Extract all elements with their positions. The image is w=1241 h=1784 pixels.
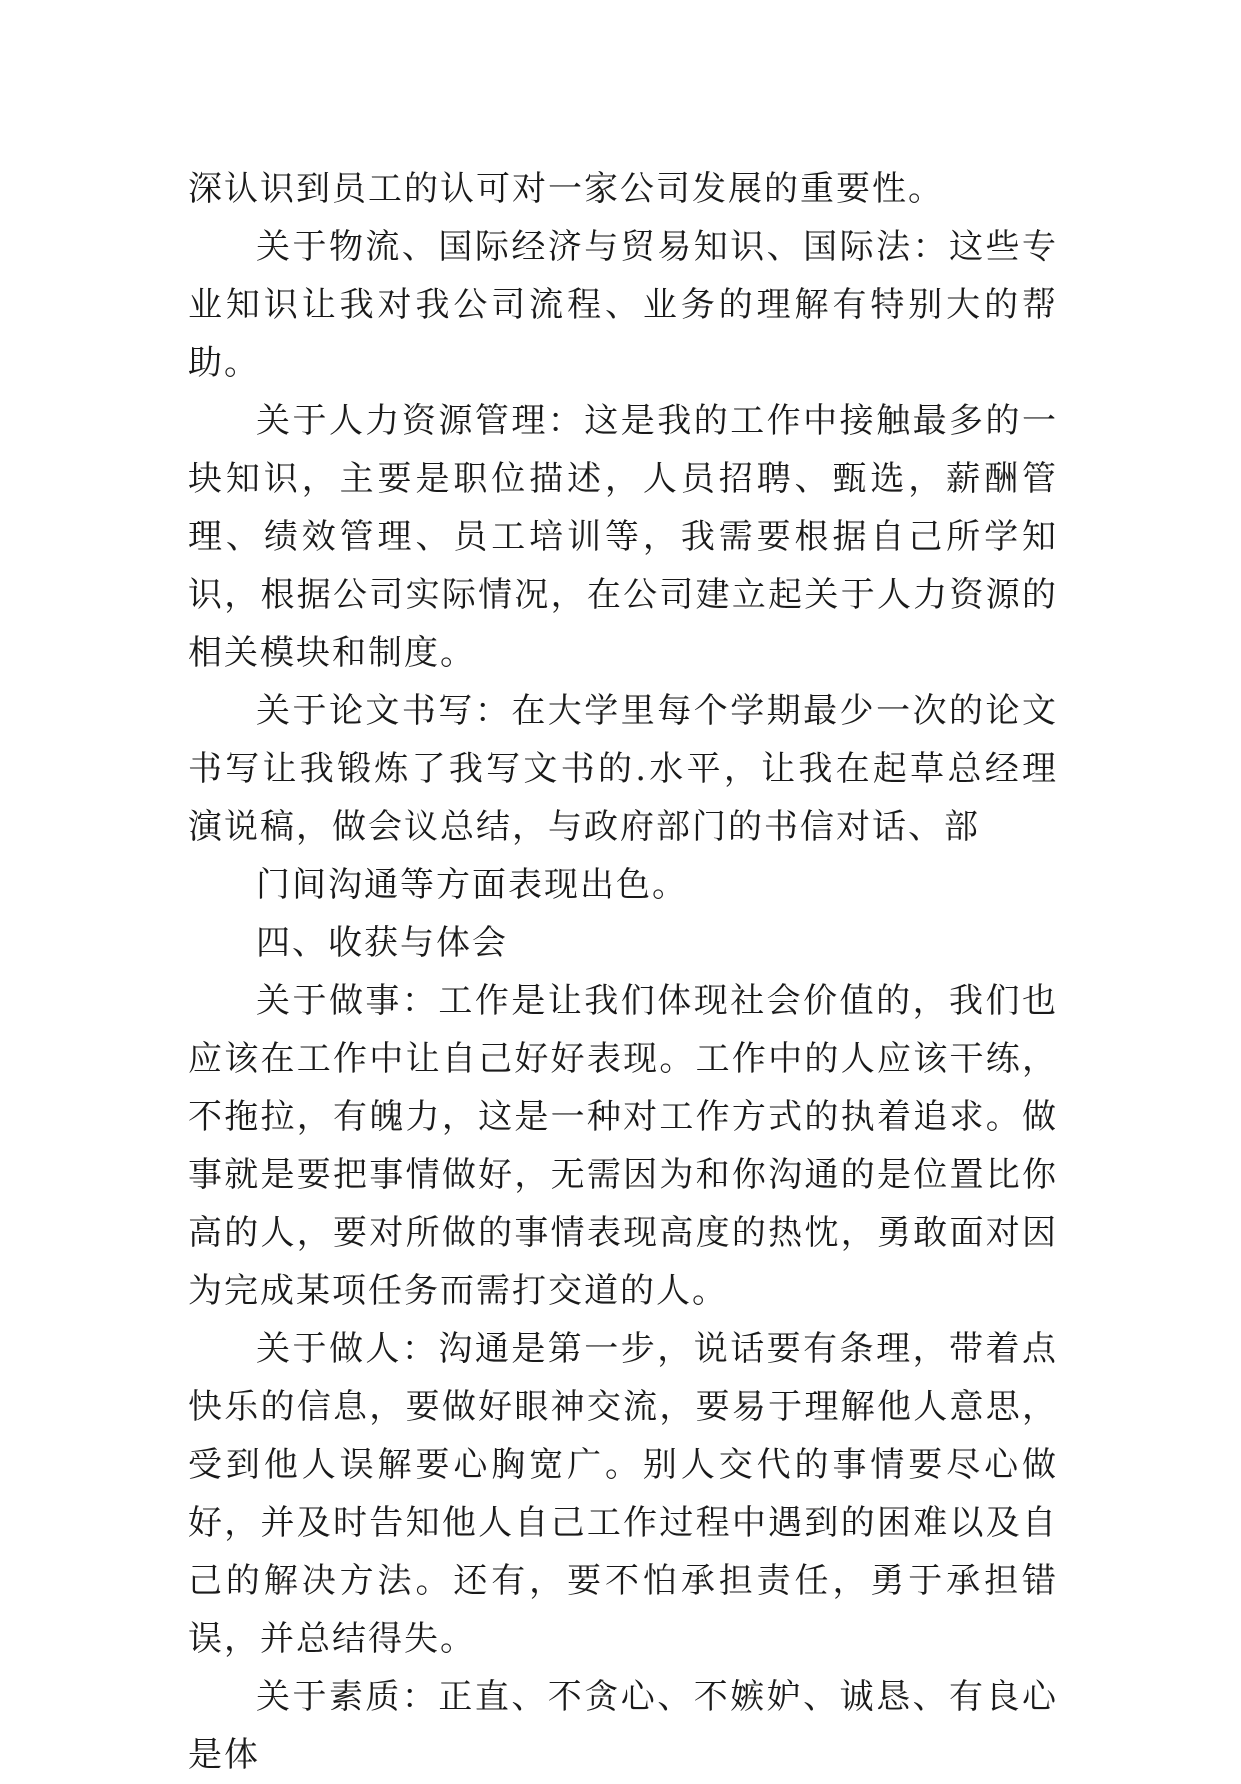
paragraph: 门间沟通等方面表现出色。: [256, 865, 688, 905]
paragraph: 关于做事：工作是让我们体现社会价值的，我们也应该在工作中让自己好好表现。工作中的人应该干练，不拖拉，有魄力，这是一种对工作方式的执着追求。做事就是要把事情做好，无需因为和你沟通的是位置比你高的人，要对所做的事情表现高度的热忱，勇敢面对因为完成某项任务而需打交道的人。: [188, 981, 1058, 1311]
section-heading: 四、收获与体会: [256, 923, 508, 963]
paragraph: 关于论文书写：在大学里每个学期最少一次的论文书写让我锻炼了我写文书的.水平，让我在起草总经理演说稿，做会议总结，与政府部门的书信对话、部: [188, 691, 1058, 847]
paragraph: 关于人力资源管理：这是我的工作中接触最多的一块知识，主要是职位描述，人员招聘、甄选，薪酬管理、绩效管理、员工培训等，我需要根据自己所学知识，根据公司实际情况，在公司建立起关于人力资源的相关模块和制度。: [188, 401, 1058, 673]
paragraph: 关于物流、国际经济与贸易知识、国际法：这些专业知识让我对我公司流程、业务的理解有特别大的帮助。: [188, 227, 1058, 383]
paragraph: 关于做人：沟通是第一步，说话要有条理，带着点快乐的信息，要做好眼神交流，要易于理解他人意思，受到他人误解要心胸宽广。别人交代的事情要尽心做好，并及时告知他人自己工作过程中遇到的困难以及自己的解决方法。还有，要不怕承担责任，勇于承担错误，并总结得失。: [188, 1329, 1058, 1659]
document-body: [188, 160, 1058, 1784]
paragraph: 关于素质：正直、不贪心、不嫉妒、诚恳、有良心是体: [188, 1677, 1058, 1775]
paragraph: 深认识到员工的认可对一家公司发展的重要性。: [188, 169, 944, 209]
